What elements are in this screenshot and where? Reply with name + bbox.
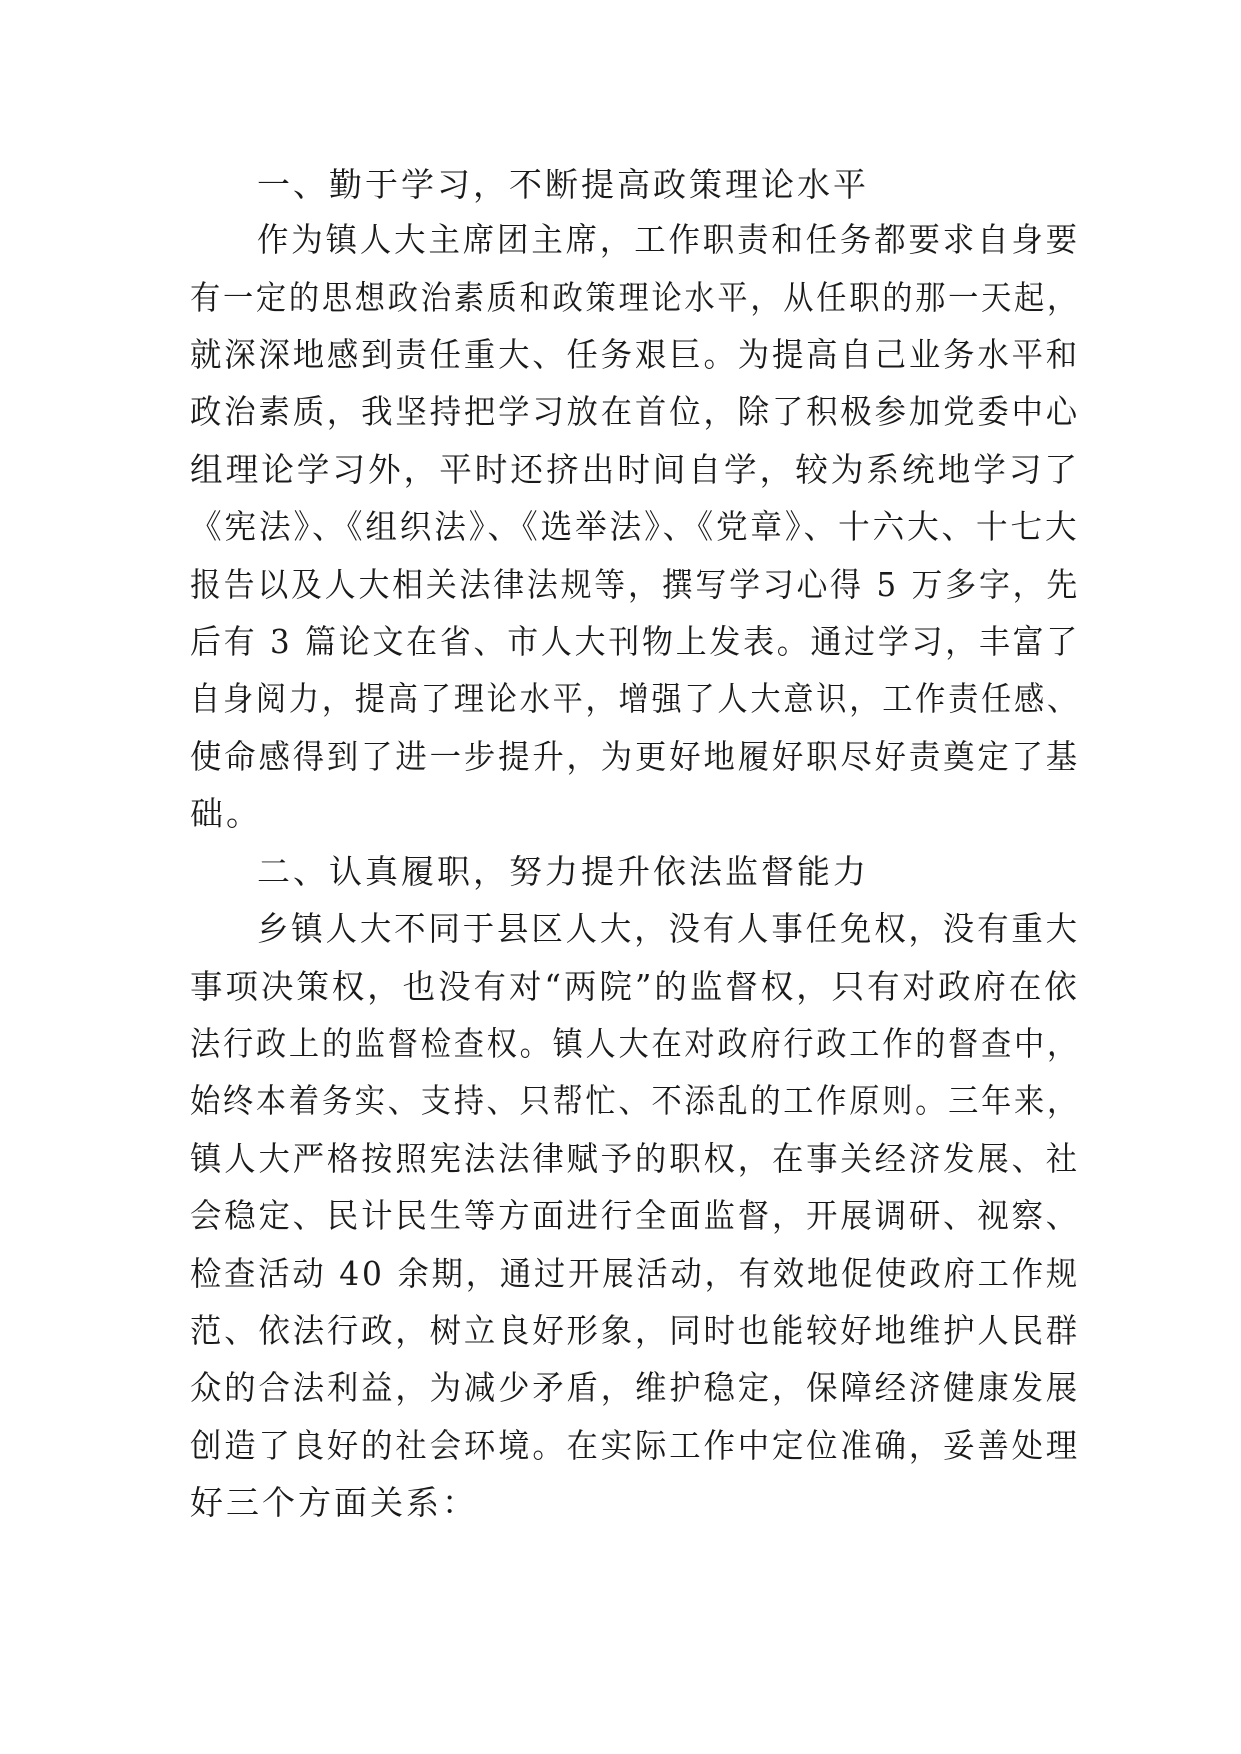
paragraph-line: 镇人大严格按照宪法法律赋予的职权，在事关经济发展、社	[190, 1139, 1081, 1178]
paragraph-line: 检查活动 40 余期，通过开展活动，有效地促使政府工作规	[190, 1254, 1080, 1293]
paragraph-line: 事项决策权，也没有对“两院”的监督权，只有对政府在依	[190, 967, 1080, 1006]
paragraph-line: 作为镇人大主席团主席，工作职责和任务都要求自身要	[257, 220, 1080, 259]
paragraph-line: 创造了良好的社会环境。在实际工作中定位准确，妥善处理	[190, 1426, 1081, 1465]
section-heading-1: 一、勤于学习，不断提高政策理论水平	[257, 165, 869, 204]
paragraph-line: 法行政上的监督检查权。镇人大在对政府行政工作的督查中，	[190, 1024, 1080, 1063]
paragraph-line: 始终本着务实、支持、只帮忙、不添乱的工作原则。三年来，	[190, 1081, 1080, 1120]
paragraph-line: 组理论学习外，平时还挤出时间自学，较为系统地学习了	[190, 450, 1081, 489]
paragraph-line: 好三个方面关系：	[190, 1483, 478, 1522]
paragraph-line: 会稳定、民计民生等方面进行全面监督，开展调研、视察、	[190, 1196, 1081, 1235]
paragraph-line: 政治素质，我坚持把学习放在首位，除了积极参加党委中心	[190, 392, 1081, 431]
paragraph-line: 使命感得到了进一步提升，为更好地履好职尽好责奠定了基	[190, 737, 1081, 776]
paragraph-line: 《宪法》、《组织法》、《选举法》、《党章》、十六大、十七大	[190, 507, 1080, 546]
section-heading-2: 二、认真履职，努力提升依法监督能力	[257, 852, 869, 891]
paragraph-line: 范、依法行政，树立良好形象，同时也能较好地维护人民群	[190, 1311, 1081, 1350]
paragraph-line: 报告以及人大相关法律法规等，撰写学习心得 5 万多字，先	[190, 565, 1081, 604]
paragraph-line: 众的合法利益，为减少矛盾，维护稳定，保障经济健康发展	[190, 1368, 1081, 1407]
paragraph-line: 础。	[190, 794, 262, 833]
paragraph-line: 自身阅力，提高了理论水平，增强了人大意识，工作责任感、	[190, 679, 1080, 718]
paragraph-line: 乡镇人大不同于县区人大，没有人事任免权，没有重大	[257, 909, 1080, 948]
paragraph-line: 有一定的思想政治素质和政策理论水平，从任职的那一天起，	[190, 278, 1080, 317]
paragraph-line: 后有 3 篇论文在省、市人大刊物上发表。通过学习，丰富了	[190, 622, 1081, 661]
paragraph-line: 就深深地感到责任重大、任务艰巨。为提高自己业务水平和	[190, 335, 1081, 374]
